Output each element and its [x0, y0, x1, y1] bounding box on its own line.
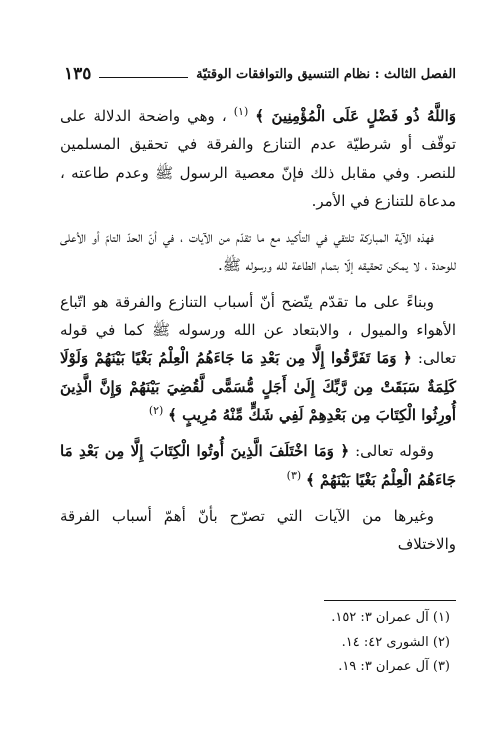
- footnote-ref-2: (٢): [148, 403, 164, 417]
- header-rule: [99, 77, 188, 78]
- quran-verse-end: وَاللَّهُ ذُو فَضْلٍ عَلَى الْمُؤْمِنِينَ ﴾: [255, 107, 456, 125]
- footnote-ref-3: (٣): [286, 468, 302, 482]
- footnote-1: (١) آل عمران ٣: ١٥٢.: [331, 610, 450, 625]
- paragraph-4-intro: وقوله تعالى:: [355, 442, 434, 461]
- paragraph-3: [60, 288, 456, 429]
- chapter-title: الفصل الثالث : نظام التنسيق والتوافقات الوقتيّة: [196, 66, 456, 82]
- footnote-3: (٣) آل عمران ٣: ١٩.: [338, 659, 450, 674]
- quran-verse-imran: ﴿ وَمَا اخْتَلَفَ الَّذِينَ أُوتُوا الْكِتَابَ إِلَّا مِن بَعْدِ مَا جَاءَهُمُ الْعِلْمُ بَغْيًا بَيْنَهُمْ ﴾: [60, 442, 456, 489]
- paragraph-3-intro: وبناءً على ما تقدّم يتّضح أنّ أسباب التنازع والفرقة هو اتّباع الأهواء والميول ، والابتعاد عن الله ورسوله ﷺ كما في قوله تعالى:: [60, 292, 456, 368]
- paragraph-1: [60, 102, 456, 215]
- quran-verse-shura: ﴿ وَمَا تَفَرَّقُوا إِلَّا مِن بَعْدِ مَا جَاءَهُمُ الْعِلْمُ بَغْيًا بَيْنَهُمْ وَلَوْلَا كَلِمَةٌ سَبَقَتْ مِن رَّبِّكَ إِلَىٰ أَجَلٍ مُّسَمًّى لَّقُضِيَ بَيْنَهُمْ وَإِنَّ الَّذِينَ أُورِثُوا الْكِتَابَ مِن بَعْدِهِمْ لَفِي شَكٍّ مِّنْهُ مُرِيبٍ ﴾: [60, 349, 456, 424]
- paragraph-5: وغيرها من الآيات التي تصرّح بأنّ أهمّ أسباب الفرقة والاختلاف: [60, 506, 456, 554]
- footnote-2: (٢) الشورى ٤٢: ١٤.: [341, 634, 450, 650]
- footnote-separator: [324, 600, 456, 601]
- paragraph-4: [60, 437, 456, 494]
- footnotes: [200, 606, 450, 680]
- page-number: ١٣٥: [64, 64, 92, 84]
- paragraph-2: فهذه الآية المباركة تلتقي في التأكيد مع ما تقدّم من الآيات ، في أنّ الحدّ التامّ أو الأعلى للوحدة ، لا يمكن تحقيقه إلّا بتمام الطاعة لله ورسوله ﷺ.: [60, 228, 456, 275]
- footnote-ref-1: (١): [233, 105, 249, 118]
- running-header: [64, 62, 456, 86]
- paragraph-1-text: ، وهي واضحة الدلالة على توقّف أو شرطيّة عدم التنازع والفرقة في تحقيق المسلمين للنصر. وفي مقابل ذلك فإنّ معصية الرسول ﷺ وعدم طاعته ، مدعاة للتنازع في الأمر.: [60, 107, 456, 210]
- body-text: [60, 102, 456, 564]
